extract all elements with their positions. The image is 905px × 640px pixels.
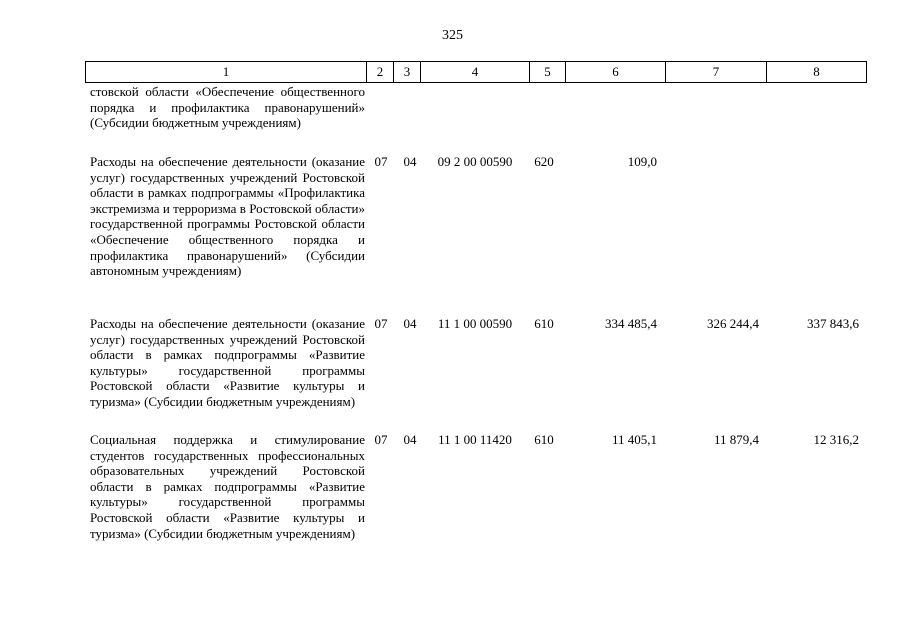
column-header-4: 4 [421, 62, 530, 83]
row-target-article: 09 2 00 00590 [437, 154, 513, 169]
column-header-8: 8 [767, 62, 867, 83]
column-header-1: 1 [86, 62, 367, 83]
row-description: Расходы на обеспечение деятельности (оказание услуг) государственных учреждений Ростовской области в рамках подпрограммы «Профилактика экстремизма и терроризма в Ростовской области» государственной программы Ростовской области «Обеспечение общественного порядка и профилактика правонарушений» (Субсидии автономным учреждениям) [90, 154, 365, 279]
column-header-2: 2 [367, 62, 394, 83]
row-section-code: 07 [374, 432, 388, 447]
row-amount-col8: 337 843,6 [807, 316, 859, 331]
row-description: Расходы на обеспечение деятельности (оказание услуг) государственных учреждений Ростовской области в рамках подпрограммы «Развитие культуры» государственной программы Ростовской области «Развитие культуры и туризма» (Субсидии бюджетным учреждениям) [90, 316, 365, 409]
row-description: Социальная поддержка и стимулирование студентов государственных профессиональных образовательных учреждений Ростовской области в рамках подпрограммы «Развитие культуры» государственной программы Ростовской области «Развитие культуры и туризма» (Субсидии бюджетным учреждениям) [90, 432, 365, 541]
row-section-code: 07 [374, 154, 388, 169]
column-header-3: 3 [394, 62, 421, 83]
column-header-table [85, 61, 867, 83]
row-amount-col6: 334 485,4 [605, 316, 657, 331]
row-amount-col7: 326 244,4 [707, 316, 759, 331]
row-subsection-code: 04 [403, 154, 417, 169]
column-header-6: 6 [566, 62, 666, 83]
table-row [85, 432, 866, 562]
column-header-row [86, 62, 867, 83]
row-amount-col7: 11 879,4 [713, 432, 759, 447]
row-expense-type: 620 [534, 154, 554, 169]
row-subsection-code: 04 [403, 316, 417, 331]
row-amount-col6: 11 405,1 [611, 432, 657, 447]
row-amount-col8: 12 316,2 [813, 432, 859, 447]
row-amount-col6: 109,0 [627, 154, 657, 169]
row-target-article: 11 1 00 00590 [437, 316, 513, 331]
column-header-7: 7 [666, 62, 767, 83]
table-body [85, 84, 866, 562]
row-expense-type: 610 [534, 432, 554, 447]
row-description: стовской области «Обеспечение общественного порядка и профилактика правонарушений» (Субсидии бюджетным учреждениям) [90, 84, 365, 131]
row-target-article: 11 1 00 11420 [438, 432, 512, 447]
row-section-code: 07 [374, 316, 388, 331]
row-subsection-code: 04 [403, 432, 417, 447]
table-row [85, 84, 866, 154]
table-row [85, 316, 866, 432]
table-row [85, 154, 866, 316]
row-expense-type: 610 [534, 316, 554, 331]
page-number: 325 [442, 28, 463, 43]
column-header-5: 5 [530, 62, 566, 83]
